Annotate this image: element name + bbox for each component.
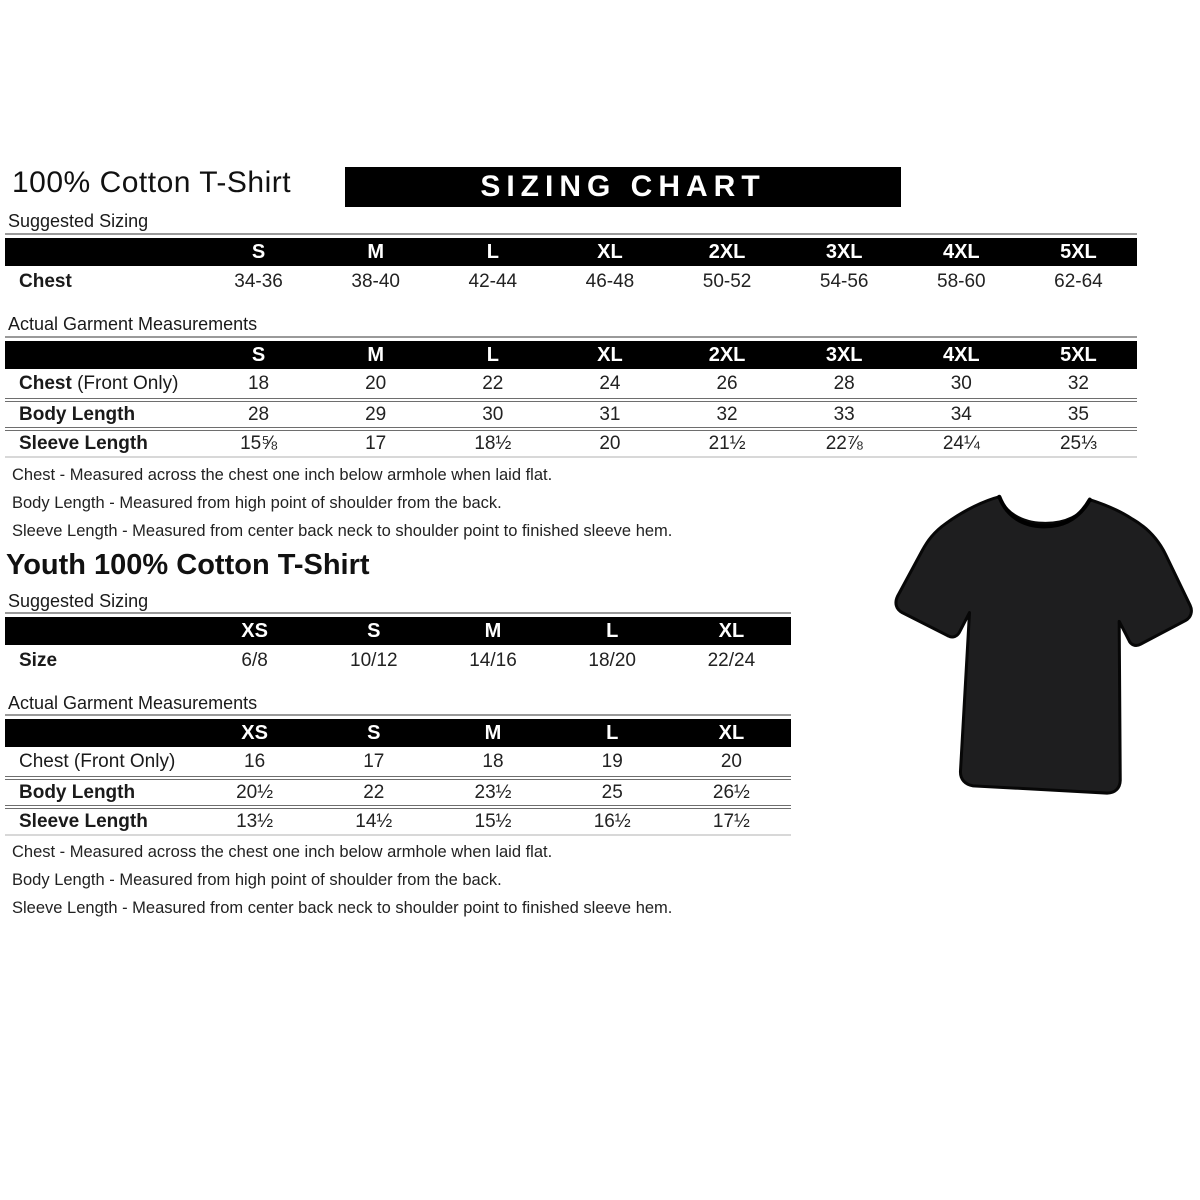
table-cell: 28 <box>833 372 855 394</box>
table-cell: 6/8 <box>241 649 268 671</box>
size-column-header: S <box>367 721 381 744</box>
adult-suggested-label: Suggested Sizing <box>8 211 149 231</box>
youth-actual-table <box>5 714 791 836</box>
row-label: Body Length <box>19 403 136 425</box>
size-column-header: M <box>484 619 502 642</box>
table-cell: 20½ <box>236 781 274 803</box>
adult-suggested-header-row <box>5 238 1137 266</box>
table-cell: 34 <box>950 403 972 425</box>
table-cell: 22⅞ <box>825 432 863 454</box>
table-cell: 54-56 <box>819 270 869 292</box>
table-cell: 29 <box>365 403 387 425</box>
table-top-rule <box>5 233 1137 235</box>
table-cell: 17 <box>363 750 385 772</box>
size-column-header: 3XL <box>825 343 863 366</box>
size-column-header: L <box>486 240 499 263</box>
table-cell: 18½ <box>474 432 512 454</box>
table-cell: 25⅓ <box>1059 432 1097 454</box>
size-column-header: 5XL <box>1060 343 1097 366</box>
table-cell: 20 <box>365 372 387 394</box>
size-column-header: 2XL <box>708 343 746 366</box>
table-cell: 22/24 <box>707 649 756 671</box>
table-cell: 33 <box>833 403 855 425</box>
row-label: Chest <box>19 270 72 292</box>
youth-suggested-label: Suggested Sizing <box>8 591 149 611</box>
row-label-suffix: (Front Only) <box>71 372 179 394</box>
table-row <box>5 747 791 776</box>
size-column-header: L <box>606 721 619 744</box>
note-line: Chest - Measured across the chest one inch below armhole when laid flat. <box>12 466 553 484</box>
table-cell: 31 <box>599 403 621 425</box>
table-cell: 30 <box>482 403 504 425</box>
table-cell: 14½ <box>355 810 393 832</box>
table-cell: 13½ <box>236 810 274 832</box>
size-column-header: S <box>251 343 266 366</box>
table-cell: 24¼ <box>942 432 980 454</box>
youth-actual-label: Actual Garment Measurements <box>8 693 258 713</box>
table-cell: 32 <box>716 403 738 425</box>
size-column-header: XS <box>241 619 268 642</box>
size-column-header: 3XL <box>825 240 863 263</box>
table-cell: 16½ <box>593 810 631 832</box>
row-label: Body Length <box>19 781 136 803</box>
table-row <box>5 266 1137 297</box>
row-label: Size <box>19 649 58 671</box>
table-cell: 26½ <box>712 781 750 803</box>
table-cell: 16 <box>244 750 266 772</box>
adult-measurement-notes <box>12 466 672 550</box>
table-cell: 18 <box>247 372 270 394</box>
size-column-header: 4XL <box>942 240 980 263</box>
table-cell: 30 <box>950 372 972 394</box>
table-top-rule <box>5 336 1137 338</box>
table-row <box>5 427 1137 456</box>
table-cell: 32 <box>1067 372 1089 394</box>
adult-actual-header-row <box>5 341 1137 369</box>
row-label: Chest (Front Only) <box>19 372 179 394</box>
table-cell: 42-44 <box>468 270 518 292</box>
size-column-header: M <box>367 240 385 263</box>
table-cell: 14/16 <box>469 649 517 671</box>
table-cell: 24 <box>599 372 621 394</box>
table-cell: 26 <box>716 372 738 394</box>
table-row <box>5 805 791 834</box>
youth-actual-header-row <box>5 719 791 747</box>
adult-title: 100% Cotton T-Shirt <box>12 166 292 199</box>
table-cell: 20 <box>720 750 742 772</box>
size-column-header: L <box>486 343 499 366</box>
size-column-header: XL <box>718 721 745 744</box>
table-cell: 38-40 <box>351 270 400 292</box>
table-cell: 10/12 <box>350 649 398 671</box>
youth-measurement-notes <box>12 843 672 927</box>
table-cell: 34-36 <box>234 270 283 292</box>
row-label: Chest (Front Only) <box>19 750 176 772</box>
table-row <box>5 645 791 676</box>
table-cell: 50-52 <box>702 270 752 292</box>
youth-suggested-table <box>5 612 791 676</box>
size-column-header: XL <box>718 619 745 642</box>
table-cell: 15⅝ <box>240 432 278 454</box>
row-label-suffix: (Front Only) <box>68 750 176 772</box>
size-column-header: M <box>484 721 502 744</box>
size-column-header: M <box>367 343 385 366</box>
size-column-header: XS <box>241 721 268 744</box>
size-column-header: XL <box>597 240 623 263</box>
table-cell: 58-60 <box>937 270 986 292</box>
table-cell: 18 <box>482 750 504 772</box>
size-column-header: XL <box>597 343 623 366</box>
sizing-chart-banner: SIZING CHART <box>345 167 901 207</box>
row-label: Sleeve Length <box>19 432 148 454</box>
table-cell: 21½ <box>708 432 746 454</box>
table-top-rule <box>5 612 791 614</box>
table-cell: 17½ <box>712 810 750 832</box>
row-label: Sleeve Length <box>19 810 148 832</box>
table-cell: 19 <box>601 750 623 772</box>
adult-suggested-table <box>5 233 1137 297</box>
youth-suggested-header-row <box>5 617 791 645</box>
note-line: Body Length - Measured from high point of shoulder from the back. <box>12 871 502 889</box>
table-cell: 20 <box>599 432 621 454</box>
adult-actual-table <box>5 336 1137 458</box>
table-cell: 18/20 <box>588 649 636 671</box>
table-cell: 46-48 <box>585 270 635 292</box>
size-column-header: 2XL <box>708 240 746 263</box>
size-column-header: S <box>251 240 266 263</box>
tshirt-silhouette <box>879 471 1200 815</box>
table-cell: 17 <box>365 432 387 454</box>
table-row <box>5 776 791 805</box>
table-cell: 15½ <box>474 810 512 832</box>
table-cell: 35 <box>1067 403 1089 425</box>
size-column-header: L <box>606 619 619 642</box>
note-line: Sleeve Length - Measured from center back neck to shoulder point to finished sleeve hem. <box>12 899 673 917</box>
note-line: Sleeve Length - Measured from center back neck to shoulder point to finished sleeve hem. <box>12 522 673 540</box>
table-row <box>5 398 1137 427</box>
table-row <box>5 369 1137 398</box>
table-cell: 22 <box>482 372 504 394</box>
table-cell: 23½ <box>474 781 512 803</box>
adult-actual-label: Actual Garment Measurements <box>8 314 258 334</box>
table-cell: 28 <box>247 403 270 425</box>
note-line: Chest - Measured across the chest one inch below armhole when laid flat. <box>12 843 553 861</box>
note-line: Body Length - Measured from high point of shoulder from the back. <box>12 494 502 512</box>
size-column-header: 5XL <box>1060 240 1097 263</box>
size-column-header: 4XL <box>942 343 980 366</box>
table-cell: 25 <box>601 781 623 803</box>
table-top-rule <box>5 714 791 716</box>
black-tshirt-photo <box>884 476 1196 810</box>
table-cell: 62-64 <box>1054 270 1103 292</box>
youth-title: Youth 100% Cotton T-Shirt <box>6 549 370 581</box>
size-column-header: S <box>367 619 381 642</box>
table-cell: 22 <box>363 781 385 803</box>
